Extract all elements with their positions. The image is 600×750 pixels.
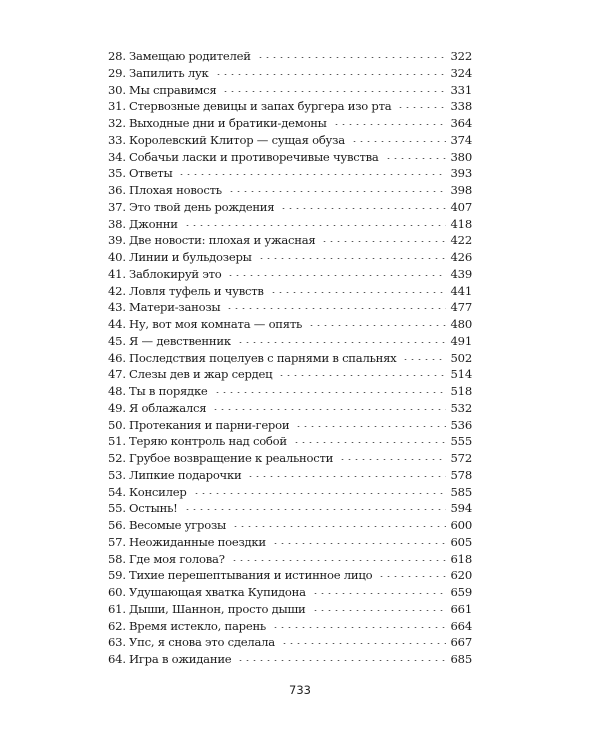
chapter-page-number: 555 [450,434,472,449]
chapter-title: Ловля туфель и чувств [129,283,264,298]
chapter-title: Замещаю родителей [129,49,251,63]
toc-entry [108,517,472,534]
toc-entry [108,534,472,551]
dot-leader [308,325,446,326]
dot-leader [339,459,446,460]
chapter-number: 60. [108,585,126,599]
chapter-title: Весомые угрозы [129,518,226,532]
dot-leader [258,258,447,259]
chapter-number: 32. [108,116,126,130]
toc-entry [108,333,472,350]
chapter-page-number: 374 [450,132,472,147]
chapter-title: Заблокируй это [129,266,222,281]
chapter-title: Королевский Клитор — сущая обуза [129,132,345,147]
toc-entry [108,283,472,300]
chapter-number: 61. [108,601,126,616]
chapter-number: 31. [108,99,126,114]
dot-leader [272,627,446,628]
toc-entry [108,551,472,568]
chapter-page-number: 398 [450,183,472,197]
toc-entry [108,249,472,266]
chapter-title: Остынь! [129,501,178,516]
chapter-number: 62. [108,618,126,633]
toc-entry [108,350,472,367]
page-number: 733 [289,683,311,697]
chapter-title: Упс, я снова это сделала [129,635,275,650]
chapter-page-number: 659 [450,585,472,599]
dot-leader [212,409,446,410]
toc-entry [108,48,472,65]
chapter-page-number: 585 [450,484,472,499]
chapter-page-number: 685 [450,652,472,666]
chapter-page-number: 439 [450,266,472,281]
chapter-page-number: 620 [450,568,472,583]
chapter-number: 53. [108,467,126,482]
chapter-number: 36. [108,183,126,197]
chapter-title: Игра в ожидание [129,652,232,666]
toc-entry [108,366,472,383]
chapter-page-number: 338 [450,99,472,114]
dot-leader [247,476,446,477]
chapter-title: Теряю контроль над собой [129,434,287,449]
dot-leader [237,342,447,343]
dot-leader [293,442,447,443]
chapter-number: 38. [108,216,126,231]
chapter-number: 56. [108,518,126,532]
chapter-number: 55. [108,501,126,516]
chapter-number: 58. [108,551,126,566]
chapter-number: 37. [108,199,126,214]
chapter-number: 47. [108,367,126,382]
chapter-page-number: 324 [450,65,472,80]
toc-entry [108,132,472,149]
toc-entry [108,98,472,115]
chapter-title: Липкие подарочки [129,467,242,482]
chapter-number: 39. [108,233,126,248]
chapter-title: Плохая новость [129,183,222,197]
chapter-title: Протекания и парни-герои [129,417,290,432]
toc-entry [108,417,472,434]
chapter-number: 33. [108,132,126,147]
toc-entry [108,400,472,417]
dot-leader [312,593,447,594]
dot-leader [397,107,446,108]
toc-entry [108,618,472,635]
chapter-number: 43. [108,300,126,315]
chapter-title: Слезы дев и жар сердец [129,367,273,382]
chapter-page-number: 426 [450,250,472,264]
chapter-number: 30. [108,82,126,97]
toc-entry [108,82,472,99]
chapter-number: 42. [108,283,126,298]
chapter-title: Ответы [129,166,173,181]
chapter-title: Джонни [129,216,178,231]
dot-leader [385,158,447,159]
chapter-page-number: 477 [450,300,472,315]
toc-entry [108,216,472,233]
chapter-page-number: 407 [450,199,472,214]
chapter-number: 48. [108,384,126,398]
chapter-number: 35. [108,166,126,181]
toc-entry [108,467,472,484]
chapter-title: Дыши, Шаннон, просто дыши [129,601,306,616]
toc-entry [108,199,472,216]
chapter-number: 54. [108,484,126,499]
chapter-number: 64. [108,652,126,666]
chapter-page-number: 480 [450,317,472,331]
toc-entry [108,584,472,601]
toc-entry [108,165,472,182]
table-of-contents [108,48,472,668]
chapter-number: 45. [108,333,126,348]
chapter-page-number: 536 [450,417,472,432]
toc-entry [108,115,472,132]
dot-leader [351,141,447,142]
dot-leader [402,359,446,360]
chapter-number: 49. [108,400,126,415]
toc-entry [108,500,472,517]
chapter-number: 57. [108,534,126,549]
toc-entry [108,484,472,501]
dot-leader [184,509,447,510]
chapter-page-number: 418 [450,216,472,231]
chapter-title: Ну, вот моя комната — опять [129,317,303,331]
chapter-number: 44. [108,317,126,331]
dot-leader [333,124,447,125]
chapter-title: Консилер [129,484,187,499]
dot-leader [270,292,447,293]
chapter-number: 59. [108,568,126,583]
dot-leader [184,225,447,226]
chapter-page-number: 605 [450,534,472,549]
toc-entry [108,383,472,400]
dot-leader [278,375,446,376]
toc-entry [108,65,472,82]
dot-leader [232,526,446,527]
chapter-number: 50. [108,417,126,432]
chapter-number: 34. [108,149,126,164]
chapter-number: 40. [108,250,126,264]
dot-leader [226,308,446,309]
chapter-page-number: 661 [450,601,472,616]
toc-entry [108,232,472,249]
chapter-title: Мы справимся [129,82,217,97]
chapter-page-number: 441 [450,283,472,298]
chapter-page-number: 594 [450,501,472,516]
dot-leader [272,543,447,544]
chapter-title: Неожиданные поездки [129,534,266,549]
chapter-title: Удушающая хватка Купидона [129,585,306,599]
chapter-title: Я облажался [129,400,207,415]
chapter-page-number: 380 [450,149,472,164]
chapter-page-number: 572 [450,451,472,465]
toc-entry [108,601,472,618]
chapter-title: Это твой день рождения [129,199,275,214]
toc-entry [108,450,472,467]
chapter-title: Последствия поцелуев с парнями в спальнях [129,350,397,365]
chapter-page-number: 600 [450,518,472,532]
dot-leader [214,392,447,393]
chapter-page-number: 518 [450,384,472,398]
toc-entry [108,182,472,199]
chapter-page-number: 331 [450,82,472,97]
chapter-page-number: 667 [450,635,472,650]
chapter-title: Тихие перешептывания и истинное лицо [129,568,373,583]
chapter-page-number: 502 [450,350,472,365]
dot-leader [280,208,446,209]
chapter-page-number: 393 [450,166,472,181]
chapter-number: 29. [108,65,126,80]
dot-leader [222,91,446,92]
dot-leader [228,191,447,192]
chapter-page-number: 578 [450,467,472,482]
toc-entry [108,651,472,668]
chapter-page-number: 514 [450,367,472,382]
chapter-page-number: 364 [450,116,472,130]
chapter-title: Я — девственник [129,333,231,348]
chapter-title: Время истекло, парень [129,618,266,633]
dot-leader [237,660,446,661]
chapter-page-number: 422 [450,233,472,248]
dot-leader [215,74,447,75]
dot-leader [178,174,446,175]
chapter-title: Грубое возвращение к реальности [129,451,334,465]
chapter-page-number: 664 [450,618,472,633]
toc-entry [108,299,472,316]
chapter-title: Ты в порядке [129,384,208,398]
chapter-page-number: 491 [450,333,472,348]
chapter-page-number: 532 [450,400,472,415]
chapter-title: Две новости: плохая и ужасная [129,233,316,248]
dot-leader [227,275,446,276]
dot-leader [312,610,447,611]
chapter-title: Выходные дни и братики-демоны [129,116,327,130]
chapter-title: Матери-занозы [129,300,221,315]
chapter-title: Стервозные девицы и запах бургера изо рта [129,99,392,114]
chapter-page-number: 618 [450,551,472,566]
dot-leader [321,241,446,242]
toc-entry [108,433,472,450]
chapter-page-number: 322 [450,49,472,63]
dot-leader [193,493,447,494]
chapter-title: Запилить лук [129,65,209,80]
chapter-number: 28. [108,49,126,63]
toc-entry [108,316,472,333]
chapter-number: 51. [108,434,126,449]
dot-leader [231,560,447,561]
chapter-title: Линии и бульдозеры [129,250,252,264]
dot-leader [257,57,447,58]
toc-entry [108,266,472,283]
chapter-number: 46. [108,350,126,365]
chapter-number: 63. [108,635,126,650]
chapter-number: 41. [108,266,126,281]
dot-leader [281,643,447,644]
toc-entry [108,567,472,584]
chapter-title: Собачьи ласки и противоречивые чувства [129,149,379,164]
dot-leader [295,426,446,427]
dot-leader [378,576,446,577]
toc-entry [108,634,472,651]
chapter-number: 52. [108,451,126,465]
toc-entry [108,149,472,166]
chapter-title: Где моя голова? [129,551,225,566]
